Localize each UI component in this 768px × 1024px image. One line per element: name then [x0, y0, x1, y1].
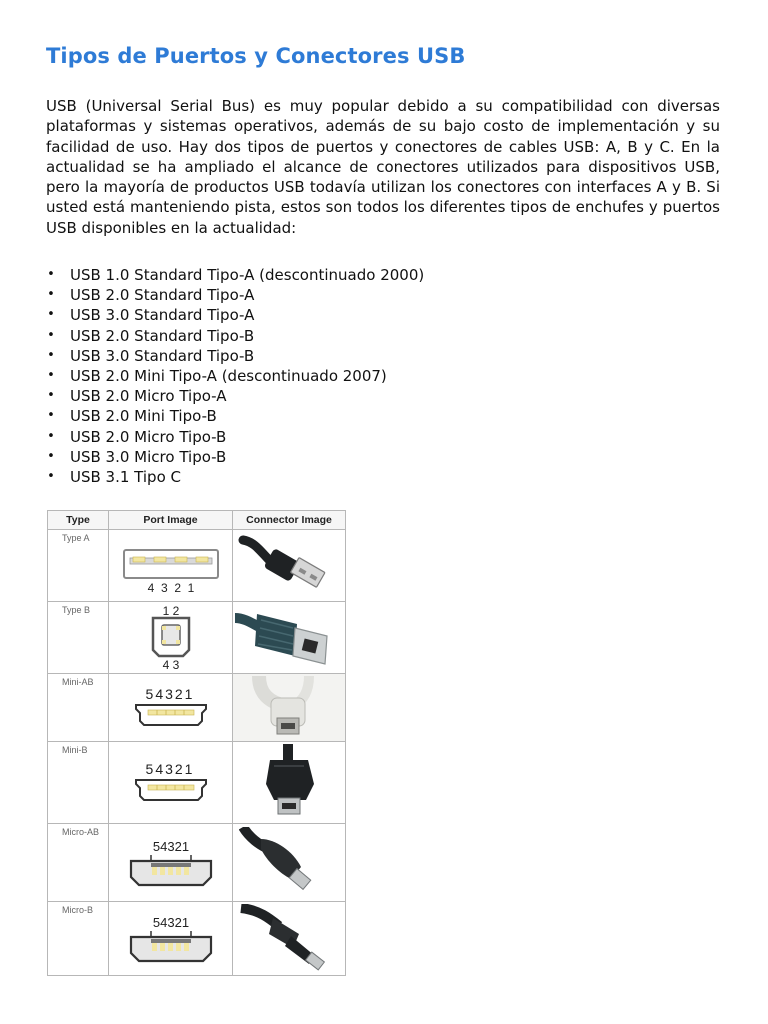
port-image-micro-ab — [109, 824, 233, 902]
usb-type-b-port-icon — [136, 604, 206, 672]
usb-type-a-connector-icon — [237, 532, 341, 600]
list-item: • USB 2.0 Micro Tipo-B — [47, 427, 227, 446]
type-label: Micro-AB — [48, 824, 109, 902]
bullet-icon: • — [47, 307, 55, 323]
usb-micro-b-port-icon — [123, 913, 219, 965]
bullet-icon: • — [47, 327, 55, 343]
list-item: • USB 3.0 Standard Tipo-B — [47, 346, 255, 365]
pin-numbers: 54321 — [152, 838, 189, 854]
usb-mini-b-connector-icon — [244, 744, 334, 822]
usb-micro-ab-port-icon — [123, 837, 219, 889]
usb-mini-ab-connector-icon — [239, 676, 339, 740]
list-item: • USB 2.0 Micro Tipo-A — [47, 387, 227, 406]
bullet-icon: • — [47, 347, 55, 363]
pin-numbers: 54321 — [145, 685, 194, 702]
list-item: • USB 1.0 Standard Tipo-A (descontinuado 2000) — [47, 266, 425, 284]
bullet-icon: • — [47, 368, 55, 384]
usb-types-list — [46, 265, 424, 487]
connector-image-mini-b — [233, 742, 346, 824]
usb-micro-b-connector-icon — [239, 904, 339, 974]
list-item: • USB 2.0 Mini Tipo-A (descontinuado 2007) — [47, 367, 387, 386]
bullet-icon: • — [47, 287, 55, 303]
connector-image-mini-ab — [233, 674, 346, 742]
type-label: Mini-B — [48, 742, 109, 824]
port-image-mini-b — [109, 742, 233, 824]
connector-image-type-a — [233, 530, 346, 602]
list-item: • USB 3.1 Tipo C — [47, 468, 181, 487]
table-row — [48, 824, 346, 902]
table-row — [48, 602, 346, 674]
pin-numbers-bottom: 4 3 — [162, 657, 179, 672]
bullet-icon: • — [47, 448, 55, 464]
usb-connector-table — [47, 510, 346, 976]
connector-image-micro-ab — [233, 824, 346, 902]
header-type: Type — [48, 511, 109, 530]
type-label: Type B — [48, 602, 109, 674]
usb-mini-b-port-icon — [126, 760, 216, 806]
pin-numbers: 54321 — [152, 914, 189, 930]
port-image-micro-b — [109, 902, 233, 976]
usb-type-b-connector-icon — [235, 604, 343, 672]
port-image-mini-ab — [109, 674, 233, 742]
pin-numbers: 54321 — [145, 760, 194, 777]
bullet-icon: • — [47, 408, 55, 424]
usb-micro-ab-connector-icon — [239, 827, 339, 899]
bullet-icon: • — [47, 267, 55, 282]
port-image-type-b — [109, 602, 233, 674]
usb-mini-ab-port-icon — [126, 685, 216, 731]
type-label: Micro-B — [48, 902, 109, 976]
bullet-icon: • — [47, 388, 55, 404]
type-label: Type A — [48, 530, 109, 602]
intro-paragraph: USB (Universal Serial Bus) es muy popular debido a su compatibilidad con diversas plataformas y sistemas operativos, además de su bajo costo de implementación y su facilidad de uso. Hay dos tipos de puertos y conectores de cables USB: A, B y C. En la actualidad se ha ampliado el alcance de conectores utilizados para dispositivos USB, pero la mayoría de productos USB todavía utilizan los conectores con interfaces A y B. Si usted está manteniendo pista, estos son todos los diferentes tipos de enchufes y puertos USB disponibles en la actualidad: — [46, 97, 720, 237]
pin-numbers: 4 3 2 1 — [147, 580, 194, 595]
type-label: Mini-AB — [48, 674, 109, 742]
list-item: • USB 3.0 Micro Tipo-B — [47, 447, 227, 466]
bullet-icon: • — [47, 469, 55, 485]
bullet-icon: • — [47, 428, 55, 444]
table-row — [48, 902, 346, 976]
list-item: • USB 3.0 Standard Tipo-A — [47, 306, 255, 325]
list-item: • USB 2.0 Standard Tipo-A — [47, 286, 255, 305]
pin-numbers-top: 1 2 — [162, 603, 179, 618]
list-item: • USB 2.0 Standard Tipo-B — [47, 326, 255, 345]
header-connector-image: Connector Image — [233, 511, 346, 530]
table-row — [48, 674, 346, 742]
usb-type-a-port-icon — [116, 536, 226, 596]
connector-image-micro-b — [233, 902, 346, 976]
table-row — [48, 742, 346, 824]
table-row — [48, 530, 346, 602]
page-title: Tipos de Puertos y Conectores USB — [46, 44, 466, 68]
list-item: • USB 2.0 Mini Tipo-B — [47, 407, 217, 426]
connector-image-type-b — [233, 602, 346, 674]
header-port-image: Port Image — [109, 511, 233, 530]
port-image-type-a — [109, 530, 233, 602]
table-header-row — [48, 511, 346, 530]
